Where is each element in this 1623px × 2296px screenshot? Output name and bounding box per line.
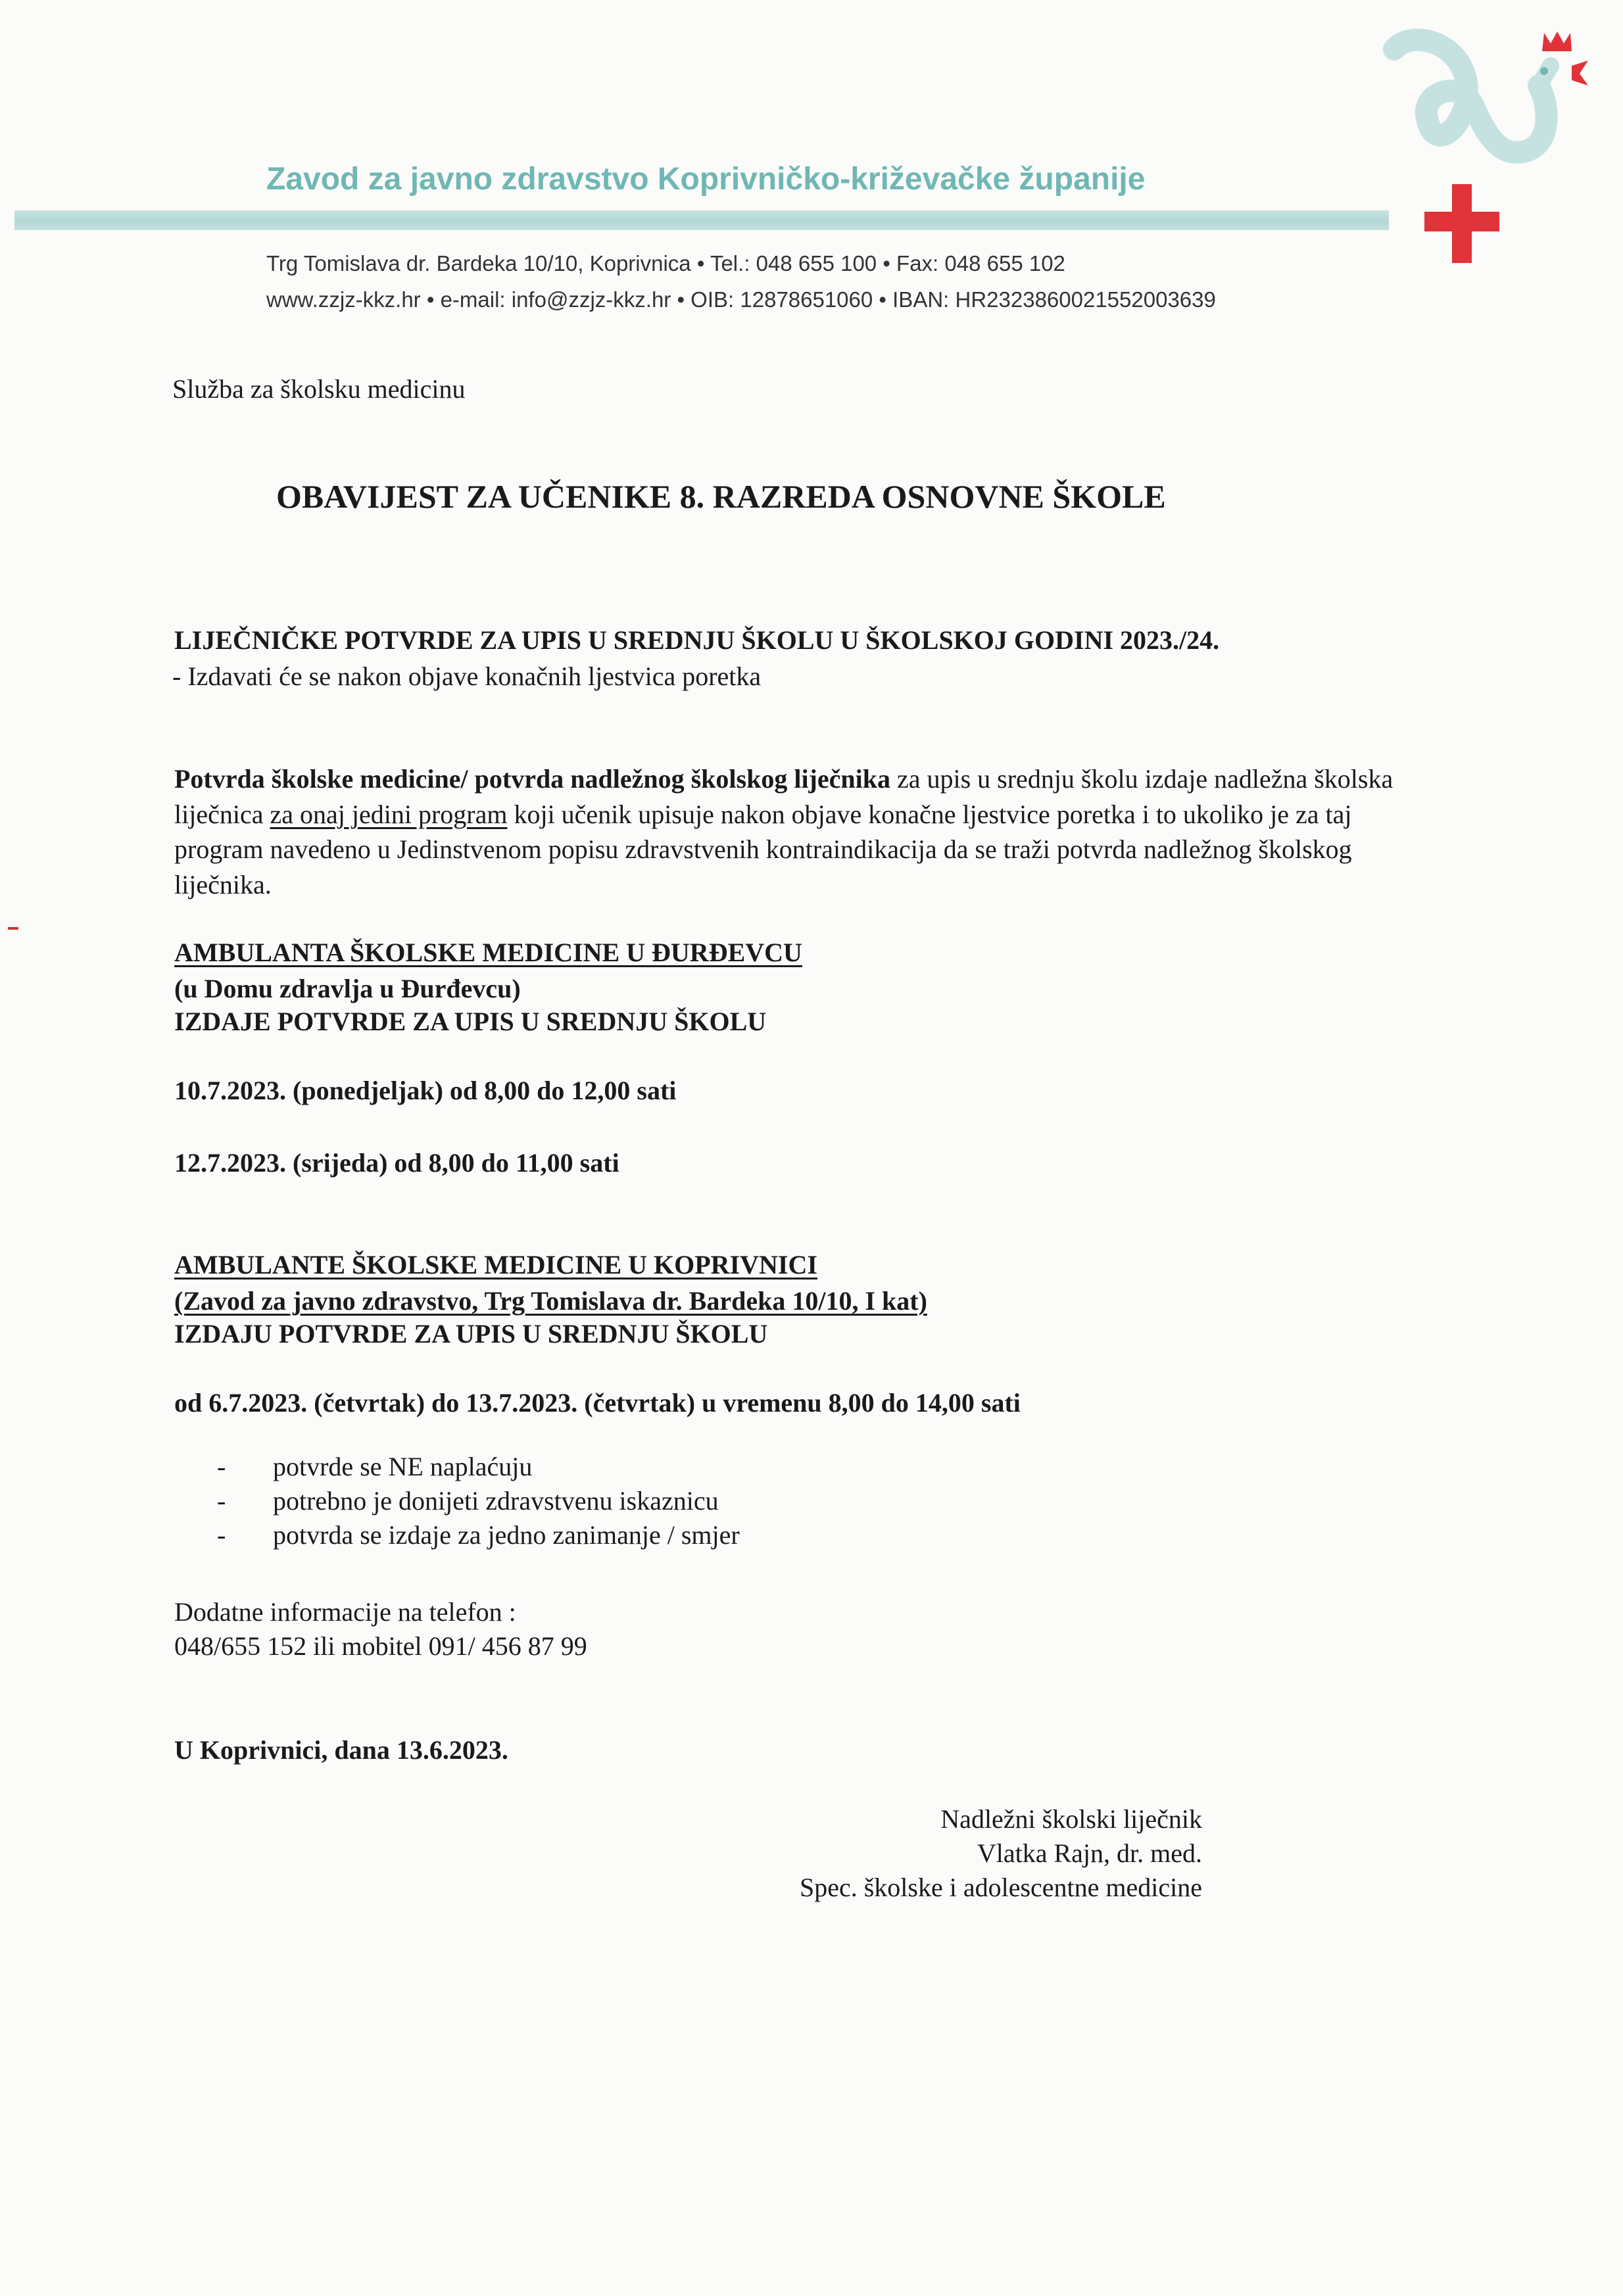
list-item-text: potrebno je donijeti zdravstvenu iskaznicu xyxy=(273,1486,719,1516)
contact-numbers: 048/655 152 ili mobitel 091/ 456 87 99 xyxy=(174,1631,587,1661)
notes-list xyxy=(217,1450,740,1552)
address-line: Trg Tomislava dr. Bardeka 10/10, Koprivnica • Tel.: 048 655 100 • Fax: 048 655 102 xyxy=(266,251,1065,275)
certificates-heading: LIJEČNIČKE POTVRDE ZA UPIS U SREDNJU ŠKOLU U ŠKOLSKOJ GODINI 2023./24. xyxy=(174,625,1220,655)
durdevac-title: AMBULANTA ŠKOLSKE MEDICINE U ĐURĐEVCU xyxy=(174,938,802,967)
letterhead-divider xyxy=(14,210,1389,230)
list-dash: - xyxy=(217,1520,226,1550)
durdevac-date-2: 12.7.2023. (srijeda) od 8,00 do 11,00 sati xyxy=(174,1148,619,1178)
paragraph-text-1: za upis u srednju školu izdaje nadležna školska liječnica xyxy=(174,764,1393,829)
main-paragraph xyxy=(174,761,1411,902)
signature-specialty: Spec. školske i adolescentne medicine xyxy=(799,1873,1202,1902)
paragraph-bold: Potvrda školske medicine/ potvrda nadležnog školskog liječnika xyxy=(174,764,890,794)
contact-line: www.zzjz-kkz.hr • e-mail: info@zzjz-kkz.hr • OIB: 12878651060 • IBAN: HR2323860021552003639 xyxy=(266,287,1216,312)
scan-mark xyxy=(8,927,18,930)
list-dash: - xyxy=(217,1452,226,1481)
list-dash: - xyxy=(217,1486,226,1516)
list-item xyxy=(217,1518,740,1552)
organization-name: Zavod za javno zdravstvo Koprivničko-križevačke županije xyxy=(266,162,1146,197)
place-date: U Koprivnici, dana 13.6.2023. xyxy=(174,1735,508,1765)
signature-role: Nadležni školski liječnik xyxy=(940,1804,1202,1834)
durdevac-issues: IZDAJE POTVRDE ZA UPIS U SREDNJU ŠKOLU xyxy=(174,1007,767,1036)
list-item xyxy=(217,1450,740,1484)
list-item-text: potvrde se NE naplaćuju xyxy=(273,1452,533,1481)
document-title: OBAVIJEST ZA UČENIKE 8. RAZREDA OSNOVNE ŠKOLE xyxy=(276,478,1166,515)
rooster-cross-logo-icon xyxy=(1374,20,1598,270)
koprivnica-dates: od 6.7.2023. (četvrtak) do 13.7.2023. (četvrtak) u vremenu 8,00 do 14,00 sati xyxy=(174,1388,1021,1418)
koprivnica-location: (Zavod za javno zdravstvo, Trg Tomislava dr. Bardeka 10/10, I kat) xyxy=(174,1286,927,1316)
durdevac-location: (u Domu zdravlja u Đurđevcu) xyxy=(174,974,521,1003)
service-name: Služba za školsku medicinu xyxy=(172,374,466,404)
koprivnica-title: AMBULANTE ŠKOLSKE MEDICINE U KOPRIVNICI xyxy=(174,1250,817,1280)
contact-label: Dodatne informacije na telefon : xyxy=(174,1597,516,1627)
list-item xyxy=(217,1484,740,1518)
signature-name: Vlatka Rajn, dr. med. xyxy=(977,1838,1202,1868)
paragraph-text-2: koji učenik upisuje nakon objave konačne ljestvice poretka i to ukoliko je za taj program navedeno u Jedinstvenom popisu zdravstvenih kontraindikacija da se traži potvrda nadležnog školskog liječnika. xyxy=(174,799,1352,899)
certificates-note: - Izdavati će se nakon objave konačnih ljestvica poretka xyxy=(172,661,762,691)
koprivnica-issues: IZDAJU POTVRDE ZA UPIS U SREDNJU ŠKOLU xyxy=(174,1319,768,1349)
durdevac-date-1: 10.7.2023. (ponedjeljak) od 8,00 do 12,00 sati xyxy=(174,1076,677,1105)
list-item-text: potvrda se izdaje za jedno zanimanje / smjer xyxy=(273,1520,740,1550)
paragraph-underlined: za onaj jedini program xyxy=(270,799,508,829)
